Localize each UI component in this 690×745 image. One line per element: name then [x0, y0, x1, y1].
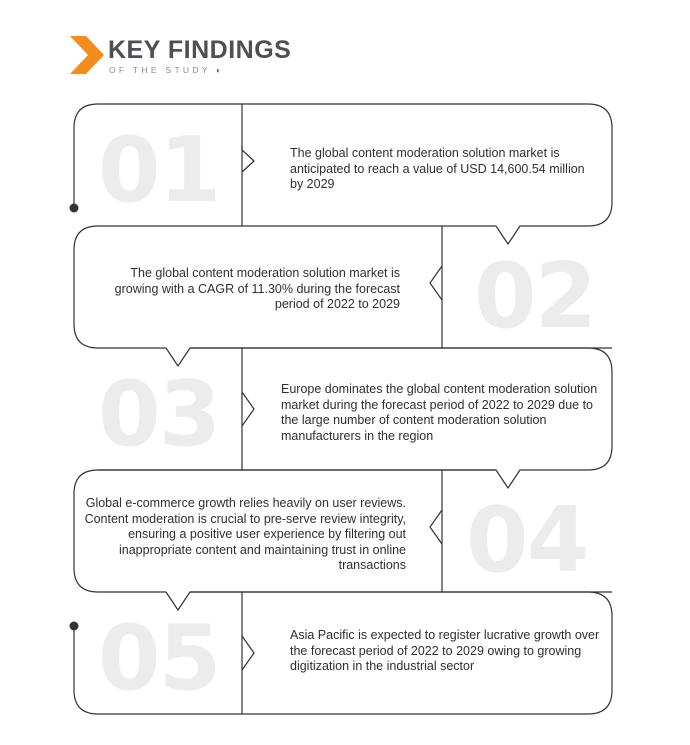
finding-text-03: Europe dominates the global content moderation solution market during the forecast period of 2022 to 2029 due to the large number of content moderation solution manufacturers in the region	[281, 382, 598, 443]
finding-text-05: Asia Pacific is expected to register lucrative growth over the forecast period of 2022 to 2029 owing to growing digitization in the industrial sector	[290, 628, 600, 673]
finding-number-04: 04	[466, 488, 588, 593]
page-title: KEY FINDINGS	[108, 36, 292, 64]
finding-number-03: 03	[98, 362, 220, 467]
finding-number-05: 05	[98, 606, 220, 711]
finding-text-01: The global content moderation solution market is anticipated to reach a value of USD 14,600.54 million by 2029	[290, 146, 585, 191]
finding-text-04: Global e-commerce growth relies heavily on user reviews. Content moderation is crucial to pre-serve review integrity, ensuring a positive user experience by filtering out inappropriate content and maintaining trust in online transactions	[84, 496, 406, 572]
finding-text-02: The global content moderation solution market is growing with a CAGR of 11.30% during the forecast period of 2022 to 2029	[114, 266, 400, 311]
finding-number-01: 01	[98, 118, 220, 223]
page-subtitle: OF THE STUDY ◖	[109, 65, 224, 75]
moon-icon: ◖	[215, 66, 224, 75]
finding-number-02: 02	[474, 244, 596, 349]
timeline-end-dot	[70, 622, 79, 631]
timeline-start-dot	[70, 204, 79, 213]
